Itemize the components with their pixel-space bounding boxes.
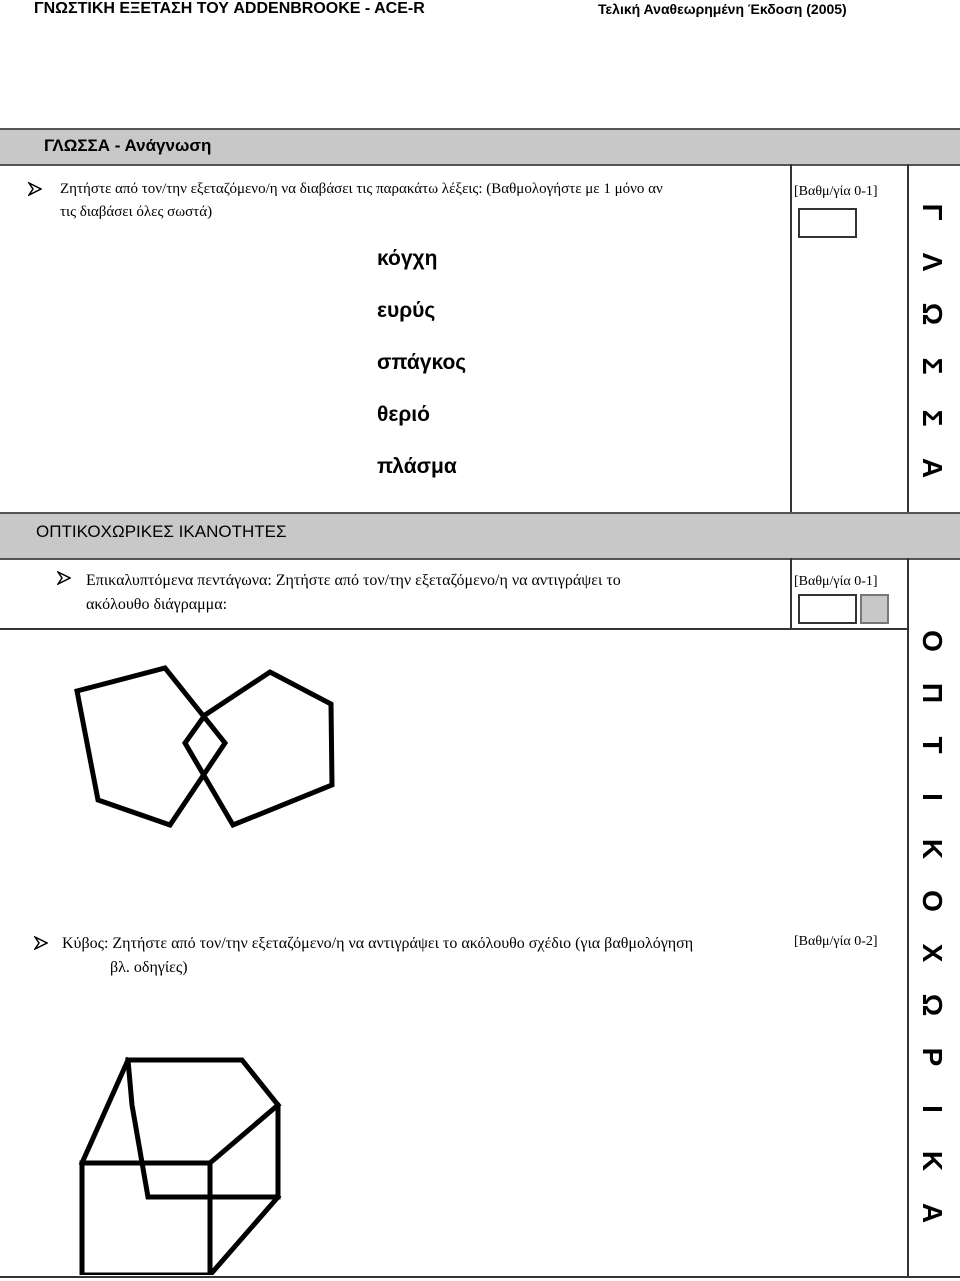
reading-score-label: [Βαθμ/γία 0-1]	[794, 184, 878, 199]
pentagons-instruction-line1: Επικαλυπτόμενα πεντάγωνα: Ζητήστε από τον/την εξεταζόμενο/η να αντιγράψει το	[86, 572, 621, 589]
pentagons-instruction	[86, 569, 786, 617]
document-version: Τελική Αναθεωρημένη Έκδοση (2005)	[598, 1, 847, 17]
cube-figure	[70, 1045, 370, 1275]
side-letter: Τ	[917, 736, 948, 754]
side-letter: Γ	[917, 203, 948, 221]
side-letter: Ι	[917, 1105, 948, 1113]
reading-word: σπάγκος	[377, 351, 467, 374]
reading-word: πλάσμα	[377, 455, 457, 478]
side-letter: Λ	[917, 252, 948, 272]
side-letter: Π	[917, 682, 948, 704]
side-letter: Χ	[917, 943, 948, 963]
pentagons-score-box-shaded	[860, 594, 889, 624]
side-letter: Σ	[917, 357, 948, 375]
side-letter: Κ	[917, 1150, 948, 1172]
cube-edge	[82, 1060, 128, 1163]
reading-score-box[interactable]	[798, 208, 857, 238]
section-bar-visuospatial	[0, 512, 960, 560]
left-pentagon	[77, 668, 225, 825]
side-letter: Ο	[917, 890, 948, 912]
side-letter: Ω	[917, 993, 948, 1017]
side-letter: Ω	[917, 302, 948, 326]
section-bar-language	[0, 128, 960, 166]
reading-word: θεριό	[377, 403, 430, 426]
side-letter: Ι	[917, 793, 948, 801]
side-letter: Ρ	[917, 1047, 948, 1067]
cube-edge	[210, 1197, 278, 1275]
cube-instruction-line2: βλ. οδηγίες)	[110, 959, 188, 976]
overlapping-pentagons-figure	[60, 655, 360, 885]
document-title: ΓΝΩΣΤΙΚΗ ΕΞΕΤΑΣΗ ΤΟΥ ADDENBROOKE - ACE-R	[34, 0, 425, 17]
cube-instruction-line1: Κύβος: Ζητήστε από τον/την εξεταζόμενο/η να αντιγράψει το ακόλουθο σχέδιο (για βαθμολόγηση	[62, 935, 694, 952]
row-divider	[0, 628, 908, 630]
side-letter: Σ	[917, 409, 948, 427]
section-title-language: ΓΛΩΣΣΑ - Ανάγνωση	[44, 136, 212, 155]
reading-instruction-line1: Ζητήστε από τον/την εξεταζόμενο/η να διαβάσει τις παρακάτω λέξεις: (Βαθμολογήστε με 1 μόνο αν	[60, 181, 663, 197]
side-column-divider	[907, 558, 909, 1278]
right-pentagon	[185, 672, 332, 825]
side-letter: Ο	[917, 630, 948, 652]
arrow-bullet-icon	[28, 182, 42, 201]
side-letter: Α	[917, 1202, 948, 1224]
cube-back-edges	[128, 1060, 278, 1197]
side-letter: Κ	[917, 838, 948, 860]
score-column-divider	[790, 164, 792, 514]
cube-score-label: [Βαθμ/γία 0-2]	[794, 934, 878, 949]
arrow-bullet-icon	[57, 571, 71, 590]
side-letter: Α	[917, 457, 948, 479]
side-column-divider	[907, 164, 909, 514]
reading-word: ευρύς	[377, 299, 436, 322]
reading-instruction	[60, 178, 785, 224]
cube-edge	[210, 1105, 278, 1163]
pentagons-score-label: [Βαθμ/γία 0-1]	[794, 574, 878, 589]
score-column-divider	[790, 558, 792, 630]
pentagons-instruction-line2: ακόλουθο διάγραμμα:	[86, 596, 228, 613]
bottom-border	[0, 1276, 960, 1278]
cube-instruction	[62, 932, 787, 980]
arrow-bullet-icon	[34, 936, 48, 955]
reading-instruction-line2: τις διαβάσει όλες σωστά)	[60, 204, 213, 220]
section-title-visuospatial: ΟΠΤΙΚΟΧΩΡΙΚΕΣ ΙΚΑΝΟΤΗΤΕΣ	[36, 522, 287, 541]
pentagons-score-box[interactable]	[798, 594, 857, 624]
reading-word: κόγχη	[377, 247, 438, 270]
